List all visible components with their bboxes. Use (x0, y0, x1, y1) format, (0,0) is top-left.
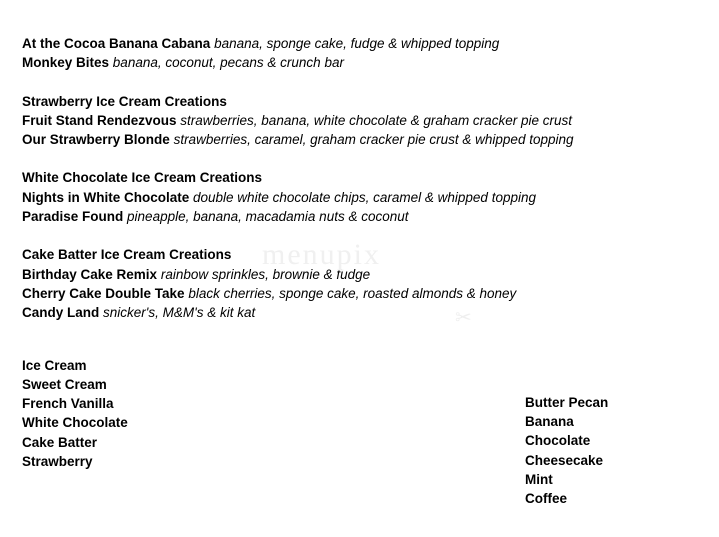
spacer (22, 226, 699, 245)
scissors-icon: ✂ (455, 307, 472, 329)
menu-item-name: Fruit Stand Rendezvous (22, 112, 177, 128)
menu-item-desc: snicker's, M&M's & kit kat (103, 305, 256, 321)
menu-item-desc: black cherries, sponge cake, roasted almonds & honey (188, 285, 517, 301)
menu-item-name: Birthday Cake Remix (22, 266, 158, 282)
menu-item-name: At the Cocoa Banana Cabana (22, 36, 211, 51)
flavor-item: French Vanilla (22, 396, 114, 412)
menu-item-desc: pineapple, banana, macadamia nuts & coconut (127, 209, 409, 225)
menu-item (22, 284, 699, 303)
section-heading: White Chocolate Ice Cream Creations (22, 170, 263, 186)
menu-item-name: Candy Land (22, 305, 100, 321)
menu-group (22, 168, 699, 226)
spacer (22, 323, 699, 342)
flavor-item: Strawberry (22, 454, 93, 470)
menu-item (22, 188, 699, 207)
menu-item (22, 207, 699, 226)
flavor-item: White Chocolate (22, 415, 128, 431)
menu-item-desc: banana, coconut, pecans & crunch bar (112, 55, 344, 71)
flavor-item: Banana (525, 414, 574, 430)
menu-item-desc: strawberries, banana, white chocolate & graham cracker pie crust (180, 112, 572, 128)
flavor-column-left (22, 375, 322, 471)
menu-item-desc: banana, sponge cake, fudge & whipped topping (214, 36, 500, 51)
menu-group (22, 245, 699, 322)
menu-item-name: Monkey Bites (22, 55, 110, 71)
flavor-item: Coffee (525, 491, 568, 507)
menu-item (22, 111, 699, 130)
menu-item (22, 130, 699, 149)
menu-item-desc: strawberries, caramel, graham cracker pie crust & whipped topping (173, 132, 574, 148)
spacer (22, 342, 699, 356)
flavor-item: Cake Batter (22, 434, 98, 450)
flavor-item: Sweet Cream (22, 376, 107, 392)
flavor-column-right (525, 393, 719, 509)
flavor-item: Chocolate (525, 433, 591, 449)
menu-item-name: Cherry Cake Double Take (22, 285, 185, 301)
flavor-item: Butter Pecan (525, 394, 609, 410)
menu-item (22, 265, 699, 284)
section-heading: Strawberry Ice Cream Creations (22, 93, 227, 109)
spacer (22, 73, 699, 92)
menu-item-name: Paradise Found (22, 209, 124, 225)
watermark-text: menupix (262, 238, 381, 271)
menu-item (22, 34, 699, 53)
menu-group (22, 92, 699, 150)
menu-item-desc: double white chocolate chips, caramel & whipped topping (193, 189, 536, 205)
flavors-heading: Ice Cream (22, 357, 87, 373)
section-heading: Cake Batter Ice Cream Creations (22, 247, 232, 263)
menu-item (22, 303, 699, 322)
menu-item-desc: rainbow sprinkles, brownie & fudge (160, 266, 371, 282)
menu-group (22, 34, 699, 73)
ice-cream-flavors-section (22, 356, 699, 515)
menu-item-name: Our Strawberry Blonde (22, 132, 170, 148)
flavor-item: Mint (525, 472, 553, 488)
flavor-item: Cheesecake (525, 452, 604, 468)
menu-item (22, 53, 699, 72)
flavor-columns (22, 375, 699, 515)
spacer (22, 149, 699, 168)
menu-item-name: Nights in White Chocolate (22, 189, 190, 205)
